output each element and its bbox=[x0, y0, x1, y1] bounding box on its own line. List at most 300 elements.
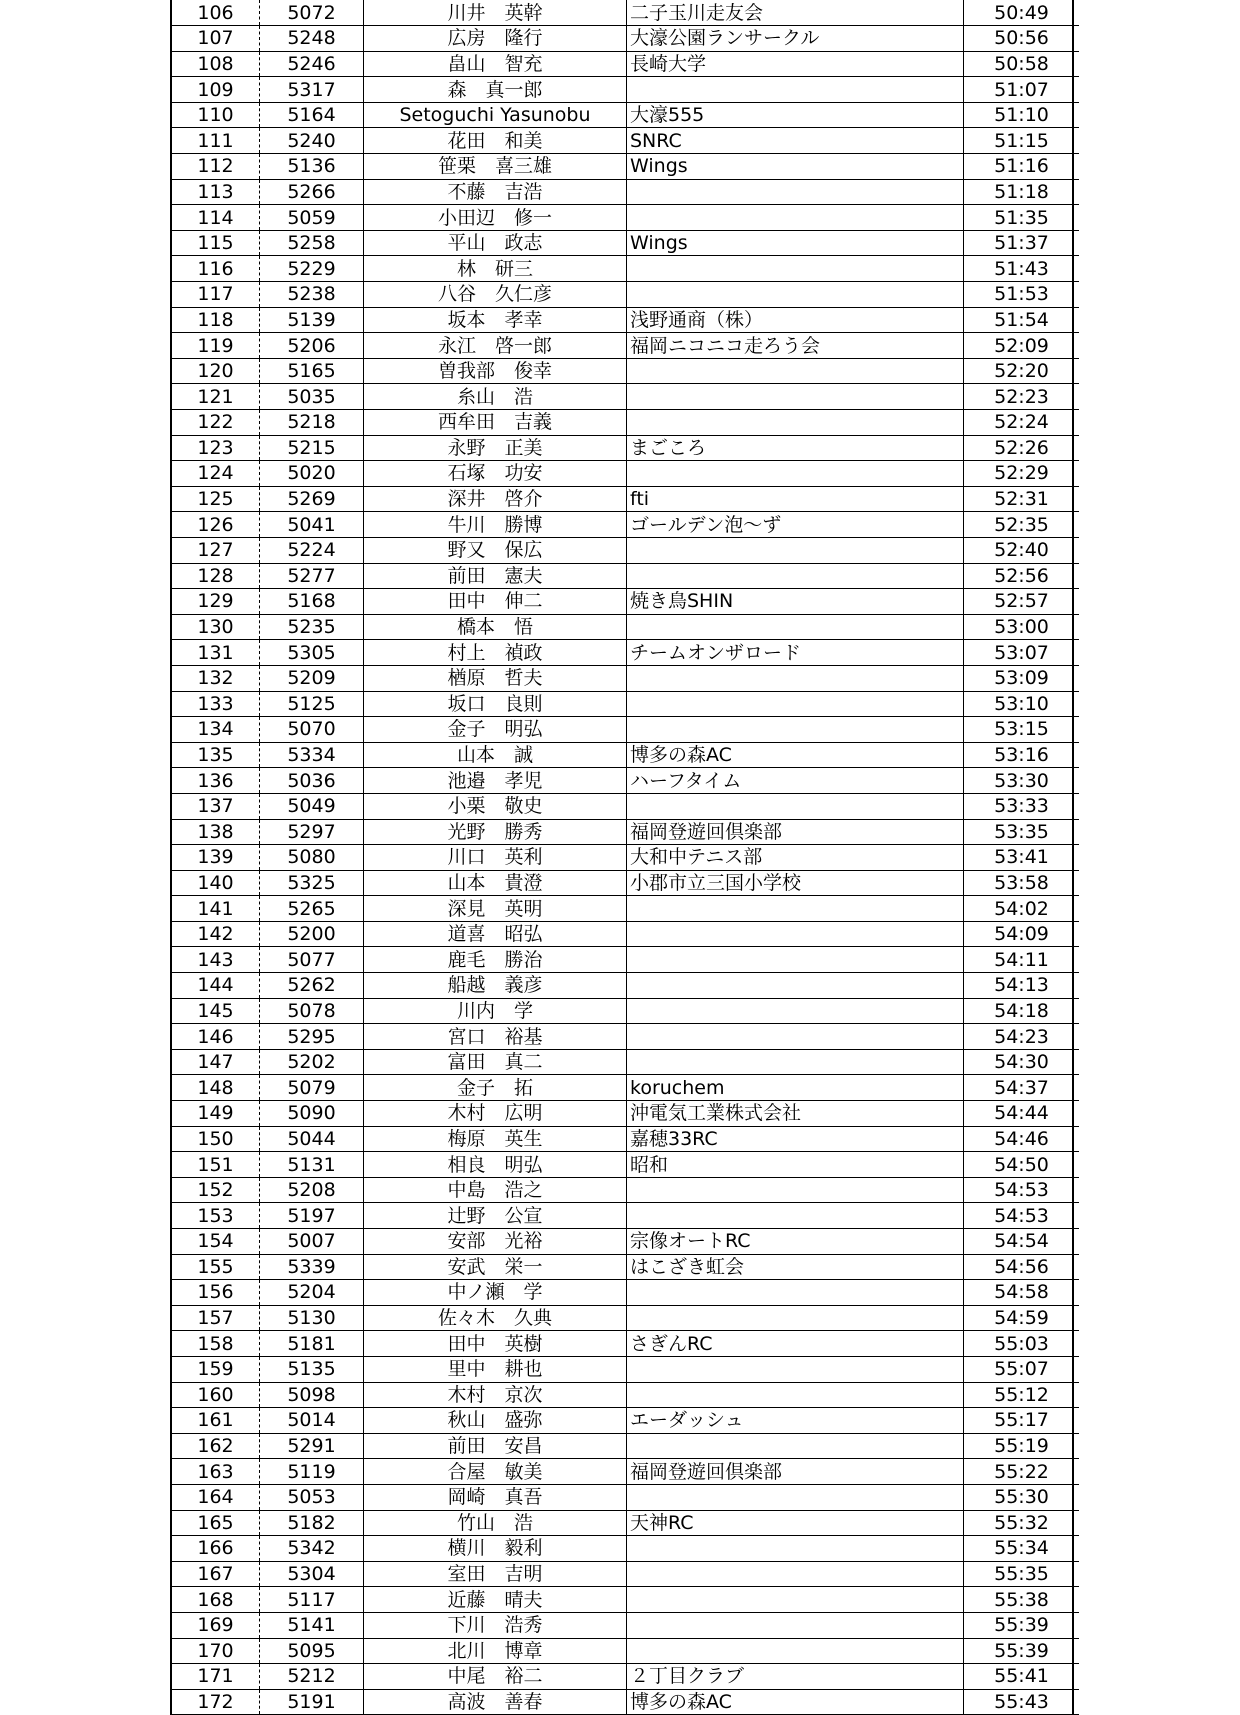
rank-cell: 149 bbox=[172, 1101, 260, 1127]
results-table bbox=[172, 0, 1079, 1715]
bib-number-cell: 5117 bbox=[260, 1587, 364, 1613]
table-row bbox=[172, 1664, 1079, 1690]
runner-name-cell: 野又 保広 bbox=[364, 537, 627, 563]
club-cell bbox=[627, 1536, 964, 1562]
club-cell bbox=[627, 563, 964, 589]
bib-number-cell: 5246 bbox=[260, 51, 364, 77]
bib-number-cell: 5080 bbox=[260, 845, 364, 871]
finish-time-cell: 53:33 bbox=[964, 793, 1080, 819]
finish-time-cell: 55:34 bbox=[964, 1536, 1080, 1562]
finish-time-cell: 51:10 bbox=[964, 102, 1080, 128]
club-cell bbox=[627, 1305, 964, 1331]
club-cell bbox=[627, 282, 964, 308]
finish-time-cell: 55:39 bbox=[964, 1612, 1080, 1638]
runner-name-cell: 森 真一郎 bbox=[364, 77, 627, 103]
rank-cell: 111 bbox=[172, 128, 260, 154]
club-cell bbox=[627, 717, 964, 743]
bib-number-cell: 5049 bbox=[260, 793, 364, 819]
rank-cell: 165 bbox=[172, 1510, 260, 1536]
rank-cell: 166 bbox=[172, 1536, 260, 1562]
rank-cell: 167 bbox=[172, 1561, 260, 1587]
club-cell bbox=[627, 896, 964, 922]
club-cell bbox=[627, 461, 964, 487]
rank-cell: 131 bbox=[172, 640, 260, 666]
finish-time-cell: 52:57 bbox=[964, 589, 1080, 615]
table-row bbox=[172, 1331, 1079, 1357]
runner-name-cell: 岡崎 真吾 bbox=[364, 1484, 627, 1510]
runner-name-cell: 八谷 久仁彦 bbox=[364, 282, 627, 308]
table-row bbox=[172, 845, 1079, 871]
runner-name-cell: 近藤 晴夫 bbox=[364, 1587, 627, 1613]
bib-number-cell: 5208 bbox=[260, 1177, 364, 1203]
table-row bbox=[172, 691, 1079, 717]
table-row bbox=[172, 896, 1079, 922]
rank-cell: 121 bbox=[172, 384, 260, 410]
runner-name-cell: 石塚 功安 bbox=[364, 461, 627, 487]
club-cell bbox=[627, 537, 964, 563]
finish-time-cell: 54:23 bbox=[964, 1024, 1080, 1050]
bib-number-cell: 5229 bbox=[260, 256, 364, 282]
bib-number-cell: 5059 bbox=[260, 205, 364, 231]
table-row bbox=[172, 1638, 1079, 1664]
rank-cell: 120 bbox=[172, 358, 260, 384]
bib-number-cell: 5305 bbox=[260, 640, 364, 666]
finish-time-cell: 51:43 bbox=[964, 256, 1080, 282]
bib-number-cell: 5090 bbox=[260, 1101, 364, 1127]
runner-name-cell: 永野 正美 bbox=[364, 435, 627, 461]
bib-number-cell: 5200 bbox=[260, 921, 364, 947]
bib-number-cell: 5240 bbox=[260, 128, 364, 154]
finish-time-cell: 55:41 bbox=[964, 1664, 1080, 1690]
finish-time-cell: 50:49 bbox=[964, 0, 1080, 26]
table-row bbox=[172, 1075, 1079, 1101]
runner-name-cell: 山本 誠 bbox=[364, 742, 627, 768]
runner-name-cell: 山本 貴澄 bbox=[364, 870, 627, 896]
finish-time-cell: 52:29 bbox=[964, 461, 1080, 487]
table-row bbox=[172, 947, 1079, 973]
table-row bbox=[172, 1049, 1079, 1075]
bib-number-cell: 5209 bbox=[260, 665, 364, 691]
table-row bbox=[172, 1510, 1079, 1536]
finish-time-cell: 53:09 bbox=[964, 665, 1080, 691]
table-row bbox=[172, 589, 1079, 615]
table-row bbox=[172, 358, 1079, 384]
runner-name-cell: 合屋 敏美 bbox=[364, 1459, 627, 1485]
table-row bbox=[172, 640, 1079, 666]
bib-number-cell: 5235 bbox=[260, 614, 364, 640]
runner-name-cell: 畠山 智充 bbox=[364, 51, 627, 77]
table-row bbox=[172, 256, 1079, 282]
finish-time-cell: 54:54 bbox=[964, 1229, 1080, 1255]
table-row bbox=[172, 128, 1079, 154]
runner-name-cell: 里中 耕也 bbox=[364, 1356, 627, 1382]
finish-time-cell: 55:39 bbox=[964, 1638, 1080, 1664]
bib-number-cell: 5098 bbox=[260, 1382, 364, 1408]
club-cell bbox=[627, 1638, 964, 1664]
rank-cell: 156 bbox=[172, 1280, 260, 1306]
runner-name-cell: 相良 明弘 bbox=[364, 1152, 627, 1178]
bib-number-cell: 5053 bbox=[260, 1484, 364, 1510]
bib-number-cell: 5020 bbox=[260, 461, 364, 487]
bib-number-cell: 5269 bbox=[260, 486, 364, 512]
bib-number-cell: 5168 bbox=[260, 589, 364, 615]
rank-cell: 124 bbox=[172, 461, 260, 487]
table-row bbox=[172, 1536, 1079, 1562]
club-cell bbox=[627, 384, 964, 410]
rank-cell: 135 bbox=[172, 742, 260, 768]
table-row bbox=[172, 282, 1079, 308]
finish-time-cell: 51:18 bbox=[964, 179, 1080, 205]
bib-number-cell: 5135 bbox=[260, 1356, 364, 1382]
finish-time-cell: 54:59 bbox=[964, 1305, 1080, 1331]
bib-number-cell: 5204 bbox=[260, 1280, 364, 1306]
club-cell: Wings bbox=[627, 154, 964, 180]
rank-cell: 107 bbox=[172, 26, 260, 52]
runner-name-cell: 光野 勝秀 bbox=[364, 819, 627, 845]
club-cell: ハーフタイム bbox=[627, 768, 964, 794]
runner-name-cell: 笹栗 喜三雄 bbox=[364, 154, 627, 180]
finish-time-cell: 53:16 bbox=[964, 742, 1080, 768]
table-row bbox=[172, 973, 1079, 999]
runner-name-cell: 橋本 悟 bbox=[364, 614, 627, 640]
table-row bbox=[172, 537, 1079, 563]
table-row bbox=[172, 1561, 1079, 1587]
finish-time-cell: 51:07 bbox=[964, 77, 1080, 103]
finish-time-cell: 55:30 bbox=[964, 1484, 1080, 1510]
bib-number-cell: 5258 bbox=[260, 230, 364, 256]
runner-name-cell: 小田辺 修一 bbox=[364, 205, 627, 231]
finish-time-cell: 51:53 bbox=[964, 282, 1080, 308]
rank-cell: 159 bbox=[172, 1356, 260, 1382]
rank-cell: 161 bbox=[172, 1408, 260, 1434]
runner-name-cell: 深井 啓介 bbox=[364, 486, 627, 512]
club-cell: 博多の森AC bbox=[627, 742, 964, 768]
table-row bbox=[172, 819, 1079, 845]
runner-name-cell: 楢原 哲夫 bbox=[364, 665, 627, 691]
finish-time-cell: 54:50 bbox=[964, 1152, 1080, 1178]
runner-name-cell: 林 研三 bbox=[364, 256, 627, 282]
rank-cell: 130 bbox=[172, 614, 260, 640]
runner-name-cell: 富田 真二 bbox=[364, 1049, 627, 1075]
finish-time-cell: 54:18 bbox=[964, 998, 1080, 1024]
rank-cell: 143 bbox=[172, 947, 260, 973]
finish-time-cell: 55:03 bbox=[964, 1331, 1080, 1357]
table-row bbox=[172, 230, 1079, 256]
bib-number-cell: 5136 bbox=[260, 154, 364, 180]
table-row bbox=[172, 384, 1079, 410]
club-cell bbox=[627, 358, 964, 384]
finish-time-cell: 55:32 bbox=[964, 1510, 1080, 1536]
finish-time-cell: 54:13 bbox=[964, 973, 1080, 999]
bib-number-cell: 5224 bbox=[260, 537, 364, 563]
rank-cell: 155 bbox=[172, 1254, 260, 1280]
bib-number-cell: 5291 bbox=[260, 1433, 364, 1459]
rank-cell: 163 bbox=[172, 1459, 260, 1485]
table-row bbox=[172, 77, 1079, 103]
runner-name-cell: 辻野 公宣 bbox=[364, 1203, 627, 1229]
club-cell: 宗像オートRC bbox=[627, 1229, 964, 1255]
bib-number-cell: 5165 bbox=[260, 358, 364, 384]
rank-cell: 109 bbox=[172, 77, 260, 103]
runner-name-cell: 川口 英利 bbox=[364, 845, 627, 871]
finish-time-cell: 53:30 bbox=[964, 768, 1080, 794]
rank-cell: 146 bbox=[172, 1024, 260, 1050]
rank-cell: 144 bbox=[172, 973, 260, 999]
runner-name-cell: 西牟田 吉義 bbox=[364, 410, 627, 436]
club-cell: チームオンザロード bbox=[627, 640, 964, 666]
runner-name-cell: 村上 禎政 bbox=[364, 640, 627, 666]
finish-time-cell: 52:09 bbox=[964, 333, 1080, 359]
table-row bbox=[172, 742, 1079, 768]
runner-name-cell: 秋山 盛弥 bbox=[364, 1408, 627, 1434]
club-cell bbox=[627, 410, 964, 436]
results-sheet bbox=[170, 0, 1074, 1715]
bib-number-cell: 5007 bbox=[260, 1229, 364, 1255]
club-cell: 二子玉川走友会 bbox=[627, 0, 964, 26]
rank-cell: 153 bbox=[172, 1203, 260, 1229]
rank-cell: 134 bbox=[172, 717, 260, 743]
club-cell: はこざき虹会 bbox=[627, 1254, 964, 1280]
runner-name-cell: 下川 浩秀 bbox=[364, 1612, 627, 1638]
club-cell bbox=[627, 1049, 964, 1075]
runner-name-cell: 広房 隆行 bbox=[364, 26, 627, 52]
runner-name-cell: 永江 啓一郎 bbox=[364, 333, 627, 359]
finish-time-cell: 54:56 bbox=[964, 1254, 1080, 1280]
bib-number-cell: 5266 bbox=[260, 179, 364, 205]
runner-name-cell: 木村 京次 bbox=[364, 1382, 627, 1408]
finish-time-cell: 53:58 bbox=[964, 870, 1080, 896]
club-cell bbox=[627, 77, 964, 103]
club-cell: 福岡ニコニコ走ろう会 bbox=[627, 333, 964, 359]
table-row bbox=[172, 486, 1079, 512]
results-table-body bbox=[172, 0, 1079, 1715]
club-cell bbox=[627, 256, 964, 282]
finish-time-cell: 55:17 bbox=[964, 1408, 1080, 1434]
finish-time-cell: 55:22 bbox=[964, 1459, 1080, 1485]
table-row bbox=[172, 1459, 1079, 1485]
finish-time-cell: 51:16 bbox=[964, 154, 1080, 180]
runner-name-cell: Setoguchi Yasunobu bbox=[364, 102, 627, 128]
table-row bbox=[172, 1305, 1079, 1331]
table-row bbox=[172, 921, 1079, 947]
table-row bbox=[172, 512, 1079, 538]
runner-name-cell: 深見 英明 bbox=[364, 896, 627, 922]
rank-cell: 118 bbox=[172, 307, 260, 333]
rank-cell: 158 bbox=[172, 1331, 260, 1357]
finish-time-cell: 55:12 bbox=[964, 1382, 1080, 1408]
finish-time-cell: 54:30 bbox=[964, 1049, 1080, 1075]
table-row bbox=[172, 0, 1079, 26]
runner-name-cell: 曽我部 俊幸 bbox=[364, 358, 627, 384]
table-row bbox=[172, 1382, 1079, 1408]
finish-time-cell: 54:02 bbox=[964, 896, 1080, 922]
runner-name-cell: 佐々木 久典 bbox=[364, 1305, 627, 1331]
rank-cell: 151 bbox=[172, 1152, 260, 1178]
bib-number-cell: 5202 bbox=[260, 1049, 364, 1075]
club-cell bbox=[627, 1612, 964, 1638]
rank-cell: 157 bbox=[172, 1305, 260, 1331]
rank-cell: 152 bbox=[172, 1177, 260, 1203]
finish-time-cell: 51:35 bbox=[964, 205, 1080, 231]
bib-number-cell: 5218 bbox=[260, 410, 364, 436]
rank-cell: 154 bbox=[172, 1229, 260, 1255]
bib-number-cell: 5325 bbox=[260, 870, 364, 896]
rank-cell: 168 bbox=[172, 1587, 260, 1613]
rank-cell: 162 bbox=[172, 1433, 260, 1459]
runner-name-cell: 牛川 勝博 bbox=[364, 512, 627, 538]
table-row bbox=[172, 1484, 1079, 1510]
rank-cell: 138 bbox=[172, 819, 260, 845]
rank-cell: 125 bbox=[172, 486, 260, 512]
bib-number-cell: 5297 bbox=[260, 819, 364, 845]
finish-time-cell: 52:20 bbox=[964, 358, 1080, 384]
table-row bbox=[172, 1229, 1079, 1255]
finish-time-cell: 50:58 bbox=[964, 51, 1080, 77]
table-row bbox=[172, 870, 1079, 896]
bib-number-cell: 5044 bbox=[260, 1126, 364, 1152]
runner-name-cell: 坂口 良則 bbox=[364, 691, 627, 717]
table-row bbox=[172, 614, 1079, 640]
rank-cell: 119 bbox=[172, 333, 260, 359]
runner-name-cell: 前田 憲夫 bbox=[364, 563, 627, 589]
rank-cell: 128 bbox=[172, 563, 260, 589]
club-cell: koruchem bbox=[627, 1075, 964, 1101]
table-row bbox=[172, 1152, 1079, 1178]
runner-name-cell: 中島 浩之 bbox=[364, 1177, 627, 1203]
bib-number-cell: 5206 bbox=[260, 333, 364, 359]
finish-time-cell: 50:56 bbox=[964, 26, 1080, 52]
finish-time-cell: 55:35 bbox=[964, 1561, 1080, 1587]
finish-time-cell: 52:56 bbox=[964, 563, 1080, 589]
rank-cell: 117 bbox=[172, 282, 260, 308]
rank-cell: 123 bbox=[172, 435, 260, 461]
bib-number-cell: 5141 bbox=[260, 1612, 364, 1638]
club-cell bbox=[627, 1024, 964, 1050]
club-cell: Wings bbox=[627, 230, 964, 256]
rank-cell: 106 bbox=[172, 0, 260, 26]
table-row bbox=[172, 1101, 1079, 1127]
club-cell bbox=[627, 921, 964, 947]
bib-number-cell: 5077 bbox=[260, 947, 364, 973]
club-cell: 長崎大学 bbox=[627, 51, 964, 77]
runner-name-cell: 道喜 昭弘 bbox=[364, 921, 627, 947]
club-cell bbox=[627, 1203, 964, 1229]
club-cell bbox=[627, 179, 964, 205]
finish-time-cell: 51:54 bbox=[964, 307, 1080, 333]
runner-name-cell: 花田 和美 bbox=[364, 128, 627, 154]
finish-time-cell: 52:31 bbox=[964, 486, 1080, 512]
rank-cell: 113 bbox=[172, 179, 260, 205]
bib-number-cell: 5079 bbox=[260, 1075, 364, 1101]
runner-name-cell: 安部 光裕 bbox=[364, 1229, 627, 1255]
rank-cell: 172 bbox=[172, 1689, 260, 1715]
table-row bbox=[172, 665, 1079, 691]
club-cell bbox=[627, 691, 964, 717]
runner-name-cell: 田中 英樹 bbox=[364, 1331, 627, 1357]
club-cell: fti bbox=[627, 486, 964, 512]
club-cell: 福岡登遊回倶楽部 bbox=[627, 1459, 964, 1485]
bib-number-cell: 5317 bbox=[260, 77, 364, 103]
table-row bbox=[172, 563, 1079, 589]
club-cell: SNRC bbox=[627, 128, 964, 154]
finish-time-cell: 53:35 bbox=[964, 819, 1080, 845]
table-row bbox=[172, 435, 1079, 461]
finish-time-cell: 55:19 bbox=[964, 1433, 1080, 1459]
club-cell: ゴールデン泡～ず bbox=[627, 512, 964, 538]
bib-number-cell: 5265 bbox=[260, 896, 364, 922]
bib-number-cell: 5036 bbox=[260, 768, 364, 794]
runner-name-cell: 木村 広明 bbox=[364, 1101, 627, 1127]
runner-name-cell: 船越 義彦 bbox=[364, 973, 627, 999]
rank-cell: 112 bbox=[172, 154, 260, 180]
bib-number-cell: 5139 bbox=[260, 307, 364, 333]
club-cell: まごころ bbox=[627, 435, 964, 461]
club-cell bbox=[627, 205, 964, 231]
runner-name-cell: 中尾 裕二 bbox=[364, 1664, 627, 1690]
finish-time-cell: 53:41 bbox=[964, 845, 1080, 871]
rank-cell: 115 bbox=[172, 230, 260, 256]
table-row bbox=[172, 1433, 1079, 1459]
finish-time-cell: 52:24 bbox=[964, 410, 1080, 436]
bib-number-cell: 5014 bbox=[260, 1408, 364, 1434]
runner-name-cell: 田中 伸二 bbox=[364, 589, 627, 615]
table-row bbox=[172, 1689, 1079, 1715]
bib-number-cell: 5339 bbox=[260, 1254, 364, 1280]
finish-time-cell: 51:37 bbox=[964, 230, 1080, 256]
bib-number-cell: 5131 bbox=[260, 1152, 364, 1178]
table-row bbox=[172, 461, 1079, 487]
club-cell: 大濠公園ランサークル bbox=[627, 26, 964, 52]
table-row bbox=[172, 1254, 1079, 1280]
club-cell: 昭和 bbox=[627, 1152, 964, 1178]
rank-cell: 160 bbox=[172, 1382, 260, 1408]
table-row bbox=[172, 1024, 1079, 1050]
runner-name-cell: 安武 栄一 bbox=[364, 1254, 627, 1280]
rank-cell: 147 bbox=[172, 1049, 260, 1075]
finish-time-cell: 53:00 bbox=[964, 614, 1080, 640]
finish-time-cell: 52:40 bbox=[964, 537, 1080, 563]
table-row bbox=[172, 1587, 1079, 1613]
club-cell bbox=[627, 1484, 964, 1510]
rank-cell: 126 bbox=[172, 512, 260, 538]
runner-name-cell: 川井 英幹 bbox=[364, 0, 627, 26]
finish-time-cell: 52:26 bbox=[964, 435, 1080, 461]
club-cell bbox=[627, 1433, 964, 1459]
rank-cell: 171 bbox=[172, 1664, 260, 1690]
table-row bbox=[172, 1126, 1079, 1152]
table-row bbox=[172, 26, 1079, 52]
table-row bbox=[172, 1612, 1079, 1638]
rank-cell: 141 bbox=[172, 896, 260, 922]
club-cell: 天神RC bbox=[627, 1510, 964, 1536]
table-row bbox=[172, 1408, 1079, 1434]
bib-number-cell: 5125 bbox=[260, 691, 364, 717]
table-row bbox=[172, 768, 1079, 794]
bib-number-cell: 5078 bbox=[260, 998, 364, 1024]
runner-name-cell: 高波 善春 bbox=[364, 1689, 627, 1715]
bib-number-cell: 5215 bbox=[260, 435, 364, 461]
finish-time-cell: 54:58 bbox=[964, 1280, 1080, 1306]
club-cell: 大和中テニス部 bbox=[627, 845, 964, 871]
bib-number-cell: 5095 bbox=[260, 1638, 364, 1664]
club-cell bbox=[627, 1177, 964, 1203]
runner-name-cell: 池邉 孝児 bbox=[364, 768, 627, 794]
finish-time-cell: 54:53 bbox=[964, 1203, 1080, 1229]
finish-time-cell: 53:15 bbox=[964, 717, 1080, 743]
runner-name-cell: 梅原 英生 bbox=[364, 1126, 627, 1152]
club-cell: 焼き鳥SHIN bbox=[627, 589, 964, 615]
bib-number-cell: 5248 bbox=[260, 26, 364, 52]
